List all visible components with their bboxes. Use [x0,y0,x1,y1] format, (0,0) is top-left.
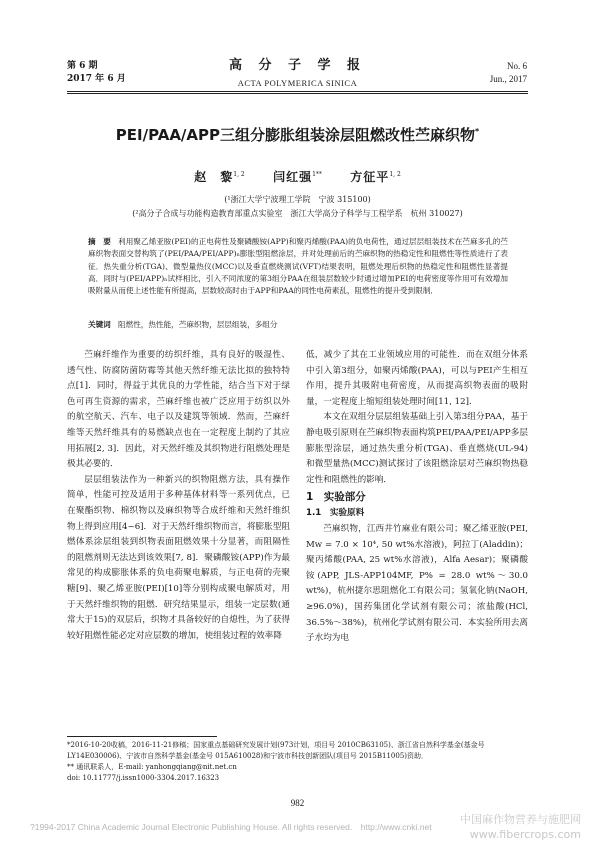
keywords [88,319,508,331]
footnotes [67,740,528,784]
journal-name-cn: 高 分 子 学 报 [228,58,367,73]
body-paragraph: 低，减少了其在工业领域应用的可能性．而在双组分体系中引入第3组分，如聚丙烯酸(PAA)，可以与PEI产生相互作用，提升其吸附电荷密度，从而提高织物表面的吸附量，一定程度上缩短组装处理时间[11, 12]． [306,350,528,407]
affiliation-2: (²高分子合成与功能构造教育部重点实验室 浙江大学高分子科学与工程学系 杭州 310027) [132,209,463,218]
watermark-line-2: www.fibercrops.com [469,828,581,841]
body-column-left [67,348,290,644]
abstract [88,236,508,297]
affiliation-1: (¹浙江大学宁波理工学院 宁波 315100) [224,195,371,204]
author-list [0,168,595,185]
abstract-label: 摘 要 [88,237,111,246]
body-column-right [306,348,528,647]
section-heading: 1 实验部分 [306,491,366,504]
author-name: 方征平 [350,170,390,184]
author-name: 赵 黎 [194,170,234,184]
body-paragraph: 苎麻织物，江西井竹麻业有限公司；聚乙烯亚胺(PEI, Mw = 7.0 × 10⁴, 50 wt%水溶液)，阿拉丁(Aladdin)；聚丙烯酸(PAA, 25 wt%水溶液)，Alfa Aesar)；聚磷酸铵(APP, JLS-APP104MF, P% = 28.0 wt%～30.0 wt%)，杭州捷尔思阻燃化工有限公司；氢氧化钠(NaOH, ≥96.0%)，国药集团化学试剂有限公司；浓盐酸(HCl, 36.5%～38%)，杭州化学试剂有限公司．本实验所用去离子水均为电 [306,523,528,644]
journal-name-en: ACTA POLYMERICA SINICA [237,78,358,88]
body-paragraph: 本文在双组分层层组装基础上引入第3组分PAA，基于静电吸引原则在苎麻织物表面构筑PEI/PAA/PEI/APP多层膨胀型涂层，通过热失重分析(TGA)、垂直燃烧(UL-94)和微型量热(MCC)测试探讨了该阻燃涂层对苎麻织物热稳定性和阻燃性的影响． [306,412,528,485]
header-rule-thin [67,93,528,94]
body-paragraph: 苎麻纤维作为重要的纺织纤维，具有良好的吸湿性、透气性、防腐防菌防霉等其他天然纤维无法比拟的独特特点[1]．同时，得益于其优良的力学性能，结合当下对于绿色可再生资源的需求，苎麻纤维也被广泛应用于纺织以外的航空航天、汽车、电子以及建筑等领域．然而，苎麻纤维等天然纤维具有的易燃缺点也在一定程度上制约了其应用拓展[2, 3]．因此，对天然纤维及其织物进行阻燃处理是极其必要的． [67,350,290,470]
author-affil-mark: 1** [312,171,322,178]
header-rule [67,91,528,92]
footnote-doi: doi: 10.11777/j.issn1000-3304.2017.16323 [67,774,220,782]
title-footnote-mark: * [475,127,480,136]
header-issue-en: No. 6 [507,61,527,71]
article-title [0,124,595,145]
keywords-label: 关键词 [88,320,111,329]
header-date-en: Jun., 2017 [489,74,527,84]
author-affil-mark: 1, 2 [233,171,245,178]
article-title-text: PEI/PAA/APP三组分膨胀组装涂层阻燃改性苎麻织物 [115,126,476,144]
footnote-contact: ** 通讯联系人，E-mail: yanhongqiang@nit.net.cn [67,763,237,771]
keywords-text: 阻燃性，热性能，苎麻织物，层层组装，多组分 [118,320,278,329]
header-issue-cn: 第 6 期 [67,61,98,71]
watermark-line-1: 中国麻作物营养与施肥网 [460,813,581,826]
header-issue-en-block [490,60,527,86]
author-affil-mark: 1, 2 [389,171,401,178]
copyright-line: ?1994-2017 China Academic Journal Electronic Publishing House. All rights reserved. http://www.cnki.net [30,822,432,832]
footnote-rule [67,736,217,737]
footnote-funding: *2016-10-20收稿，2016-11-21修稿；国家重点基础研究发展计划(973计划，项目号 2010CB63105)、浙江省自然科学基金(基金号 LY14E030006)、宁波市自然科学基金(基金号 015A610028)和宁波市科技创新团队(项目号 2015B11005)资助． [67,741,485,760]
author-name: 闫红强 [273,170,313,184]
watermark [460,812,581,842]
page-number: 982 [290,798,305,808]
abstract-text: 利用聚乙烯亚胺(PEI)的正电荷性及聚磷酸铵(APP)和聚丙烯酸(PAA)的负电荷性，通过层层组装技术在苎麻多孔的苎麻织物表面交替构筑了(PEI/PAA/PEI/APP)ₙ膨胀型阻燃涂层，并对处理前后的苎麻织物的热稳定性和阻燃性等性质进行了表征．热失重分析(TGA)、微型量热仪(MCC)以及垂直燃烧测试(VFT)结果表明，阻燃处理后织物的热稳定性和阻燃性显著提高．同时与(PEI/APP)ₙ试样相比，引入不同浓度的第3组分PAA在组装层数较少时通过增加PEI的电荷密度等作用可有效增加吸附量从而使上述性能有所提高，层数较高时由于APP和PAA的同性电荷素乱，阻燃性的提升受到限制． [88,237,508,296]
subsection-heading: 1.1 实验原料 [306,508,365,519]
header-date-cn: 2017 年 6 月 [67,74,126,84]
body-paragraph: 层层组装法作为一种新兴的织物阻燃方法，具有操作简单，性能可控及适用于多种基体材料等一系列优点，已在聚酯织物、棉织物以及麻织物等合成纤维和天然纤维织物上得到应用[4~6]．对于天然纤维织物而言，将膨胀型阻燃体系涂层组装到织物表面阻燃效果十分显著，而阻隔性的阻燃剂则无法达到该效果[7, 8]．聚磷酸铵(APP)作为最常见的构成膨胀体系的负电荷聚电解质，与正电荷的壳聚糖[9]、聚乙烯亚胺(PEI)[10]等分别构成聚电解质对，用于天然纤维织物的阻燃．研究结果显示，组装一定层数(通常大于15)的双层后，织物才具备较好的自熄性，为了获得较好阻燃性能必定对应层数的增加，使组装过程的效率降 [67,474,290,641]
